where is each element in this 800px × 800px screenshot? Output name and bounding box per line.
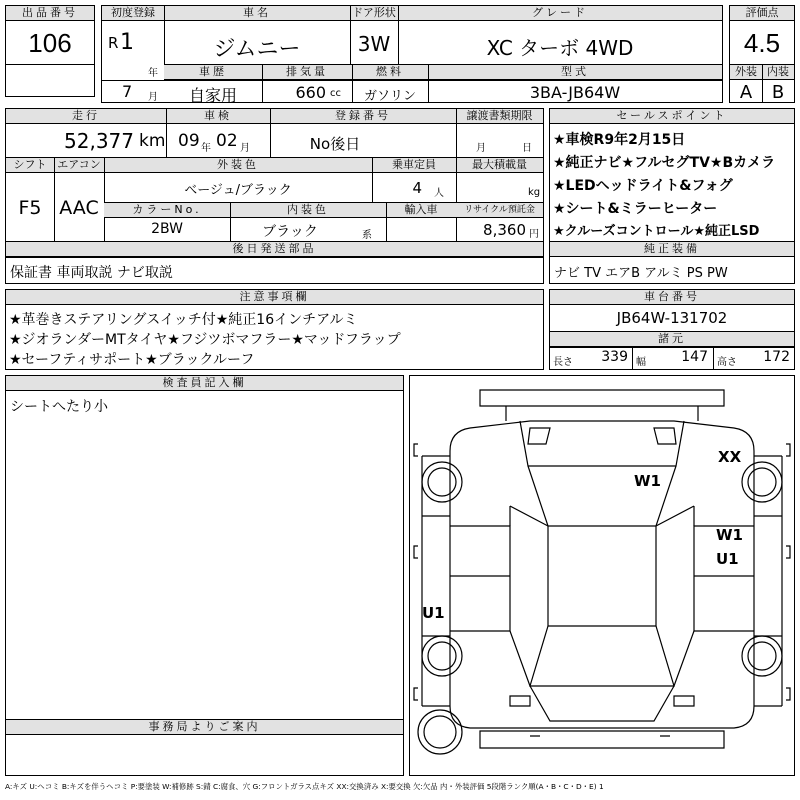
score-header: 評価点 (730, 6, 794, 21)
model-code-header: 型式 (428, 65, 722, 80)
exterior-grade-header: 外装 (730, 65, 762, 80)
door-type-header: ドア形状 (350, 6, 398, 21)
standard-equip-header: 純正装備 (550, 242, 794, 257)
selling-points-block (549, 108, 795, 284)
lot-number-header: 出品番号 (6, 6, 94, 21)
color-no-value: 2BW (151, 221, 183, 237)
grade-value: XC ターボ 4WD (486, 36, 634, 60)
inspector-block (5, 375, 404, 720)
aircon-value: AAC (59, 197, 99, 219)
specs-header: 諸元 (550, 332, 794, 347)
notes-block (5, 289, 544, 370)
note-line-1: ★革巻きステアリングスイッチ付★純正16インチアルミ (9, 312, 358, 328)
recycle-header: リサイクル預託金 (456, 203, 543, 218)
length-value: 339 (601, 349, 628, 365)
first-reg-header: 初度登録 (102, 6, 164, 21)
person-unit: 人 (434, 188, 444, 199)
color-no-header: カラーNo. (104, 203, 230, 218)
kei-unit: 系 (362, 230, 372, 241)
damage-right-front: XX (718, 448, 742, 466)
car-name-header: 車名 (164, 6, 350, 21)
history-header: 車歴 (164, 65, 262, 80)
lot-number-cell (5, 5, 95, 97)
mileage-value: 52,377 (64, 129, 134, 153)
width-label: 幅 (636, 357, 646, 368)
displacement-value: 660 (295, 83, 326, 102)
mileage-header: 走行 (6, 109, 166, 124)
score-value: 4.5 (743, 28, 781, 58)
exterior-color-value: ベージュ/ブラック (184, 183, 292, 198)
first-reg-era: R (108, 34, 119, 52)
later-parts-value-box (5, 257, 544, 284)
damage-right-side-upper: W1 (716, 526, 743, 544)
selling-point-5: ★クルーズコントロール★純正LSD (553, 224, 760, 239)
interior-grade-value: B (771, 82, 785, 103)
office-block (5, 719, 404, 776)
fuel-value: ガソリン (363, 89, 416, 104)
plate-value: No後日 (309, 135, 361, 153)
damage-left-rear: U1 (422, 604, 445, 622)
cc-unit: cc (330, 88, 341, 99)
model-code-value: 3BA-JB64W (529, 83, 621, 102)
exterior-grade-value: A (739, 82, 753, 103)
car-name-value: ジムニー (213, 37, 301, 62)
height-value: 172 (763, 349, 790, 365)
plate-header: 登録番号 (270, 109, 456, 124)
displacement-header: 排気量 (262, 65, 352, 80)
deadline-month-unit: 月 (476, 143, 486, 154)
damage-roof: W1 (634, 472, 661, 490)
interior-color-header: 内装色 (230, 203, 386, 218)
door-type-value: 3W (357, 32, 391, 56)
legend-text: A:キズ U:ヘコミ B:キズを伴うヘコミ P:要塗装 W:補修跡 S:錆 C:腐食、穴 G:フロントガラス点キズ XX:交換済み X:要交換 欠:欠品 内・外装評価 5段階ランク順(A・B・C・D・E) 1 (5, 782, 604, 791)
inspection-month-unit: 月 (240, 143, 250, 154)
interior-grade-header: 内装 (762, 65, 794, 80)
grade-header: グレード (398, 6, 722, 21)
damage-right-side-lower: U1 (716, 550, 739, 568)
shift-header: シフト (6, 158, 54, 173)
selling-point-1: ★車検R9年2月15日 (553, 132, 686, 148)
selling-point-2: ★純正ナビ★フルセグTV★Bカメラ (553, 155, 776, 171)
first-reg-year: 1 (120, 30, 134, 55)
score-block (729, 5, 795, 103)
standard-equip-value: ナビ TV エアB アルミ PS PW (554, 266, 728, 281)
aircon-header: エアコン (54, 158, 104, 173)
selling-point-4: ★シート&ミラーヒーター (553, 201, 718, 217)
lot-number-value: 106 (28, 28, 72, 58)
inspector-header: 検査員記入欄 (6, 376, 403, 391)
transfer-deadline-header: 譲渡書類期限 (456, 109, 543, 124)
interior-color-value: ブラック (262, 224, 318, 240)
exterior-color-header: 外装色 (104, 158, 372, 173)
history-value: 自家用 (188, 86, 237, 105)
notes-header: 注意事項欄 (6, 290, 543, 305)
import-header: 輸入車 (386, 203, 456, 218)
kg-unit: kg (528, 187, 541, 198)
height-label: 高さ (717, 357, 737, 368)
later-parts-value: 保証書 車両取説 ナビ取説 (10, 265, 173, 281)
vehicle-info-block (101, 5, 723, 103)
year-unit: 年 (148, 68, 158, 79)
chassis-header: 車台番号 (550, 290, 794, 305)
note-line-3: ★セーフティサポート★ブラックルーフ (9, 352, 255, 368)
car-outline-svg (410, 376, 794, 775)
yen-unit: 円 (529, 229, 539, 240)
inspection-month: 02 (216, 131, 238, 151)
capacity-value: 4 (412, 179, 422, 197)
office-header: 事務局よりご案内 (6, 720, 403, 735)
selling-point-3: ★LEDヘッドライト&フォグ (553, 178, 733, 194)
inspection-year: 09 (178, 131, 200, 151)
inspection-header: 車検 (166, 109, 270, 124)
month-unit: 月 (148, 92, 158, 103)
car-diagram (409, 375, 795, 776)
later-parts-header: 後日発送部品 (6, 242, 543, 257)
chassis-block (549, 289, 795, 370)
inspector-text: シートへたり小 (10, 399, 108, 415)
recycle-value: 8,360 (483, 221, 526, 239)
mileage-block (5, 108, 544, 258)
fuel-header: 燃料 (352, 65, 428, 80)
first-reg-month: 7 (122, 82, 133, 101)
max-load-header: 最大積載量 (456, 158, 543, 173)
note-line-2: ★ジオランダーMTタイヤ★フジツボマフラー★マッドフラップ (9, 332, 401, 348)
length-label: 長さ (553, 357, 573, 368)
chassis-value: JB64W-131702 (616, 309, 728, 327)
inspection-year-unit: 年 (201, 143, 211, 154)
width-value: 147 (681, 349, 708, 365)
km-unit: km (139, 131, 166, 151)
selling-points-header: セールスポイント (550, 109, 794, 124)
capacity-header: 乗車定員 (372, 158, 456, 173)
deadline-day-unit: 日 (522, 143, 532, 154)
shift-value: F5 (18, 197, 42, 219)
